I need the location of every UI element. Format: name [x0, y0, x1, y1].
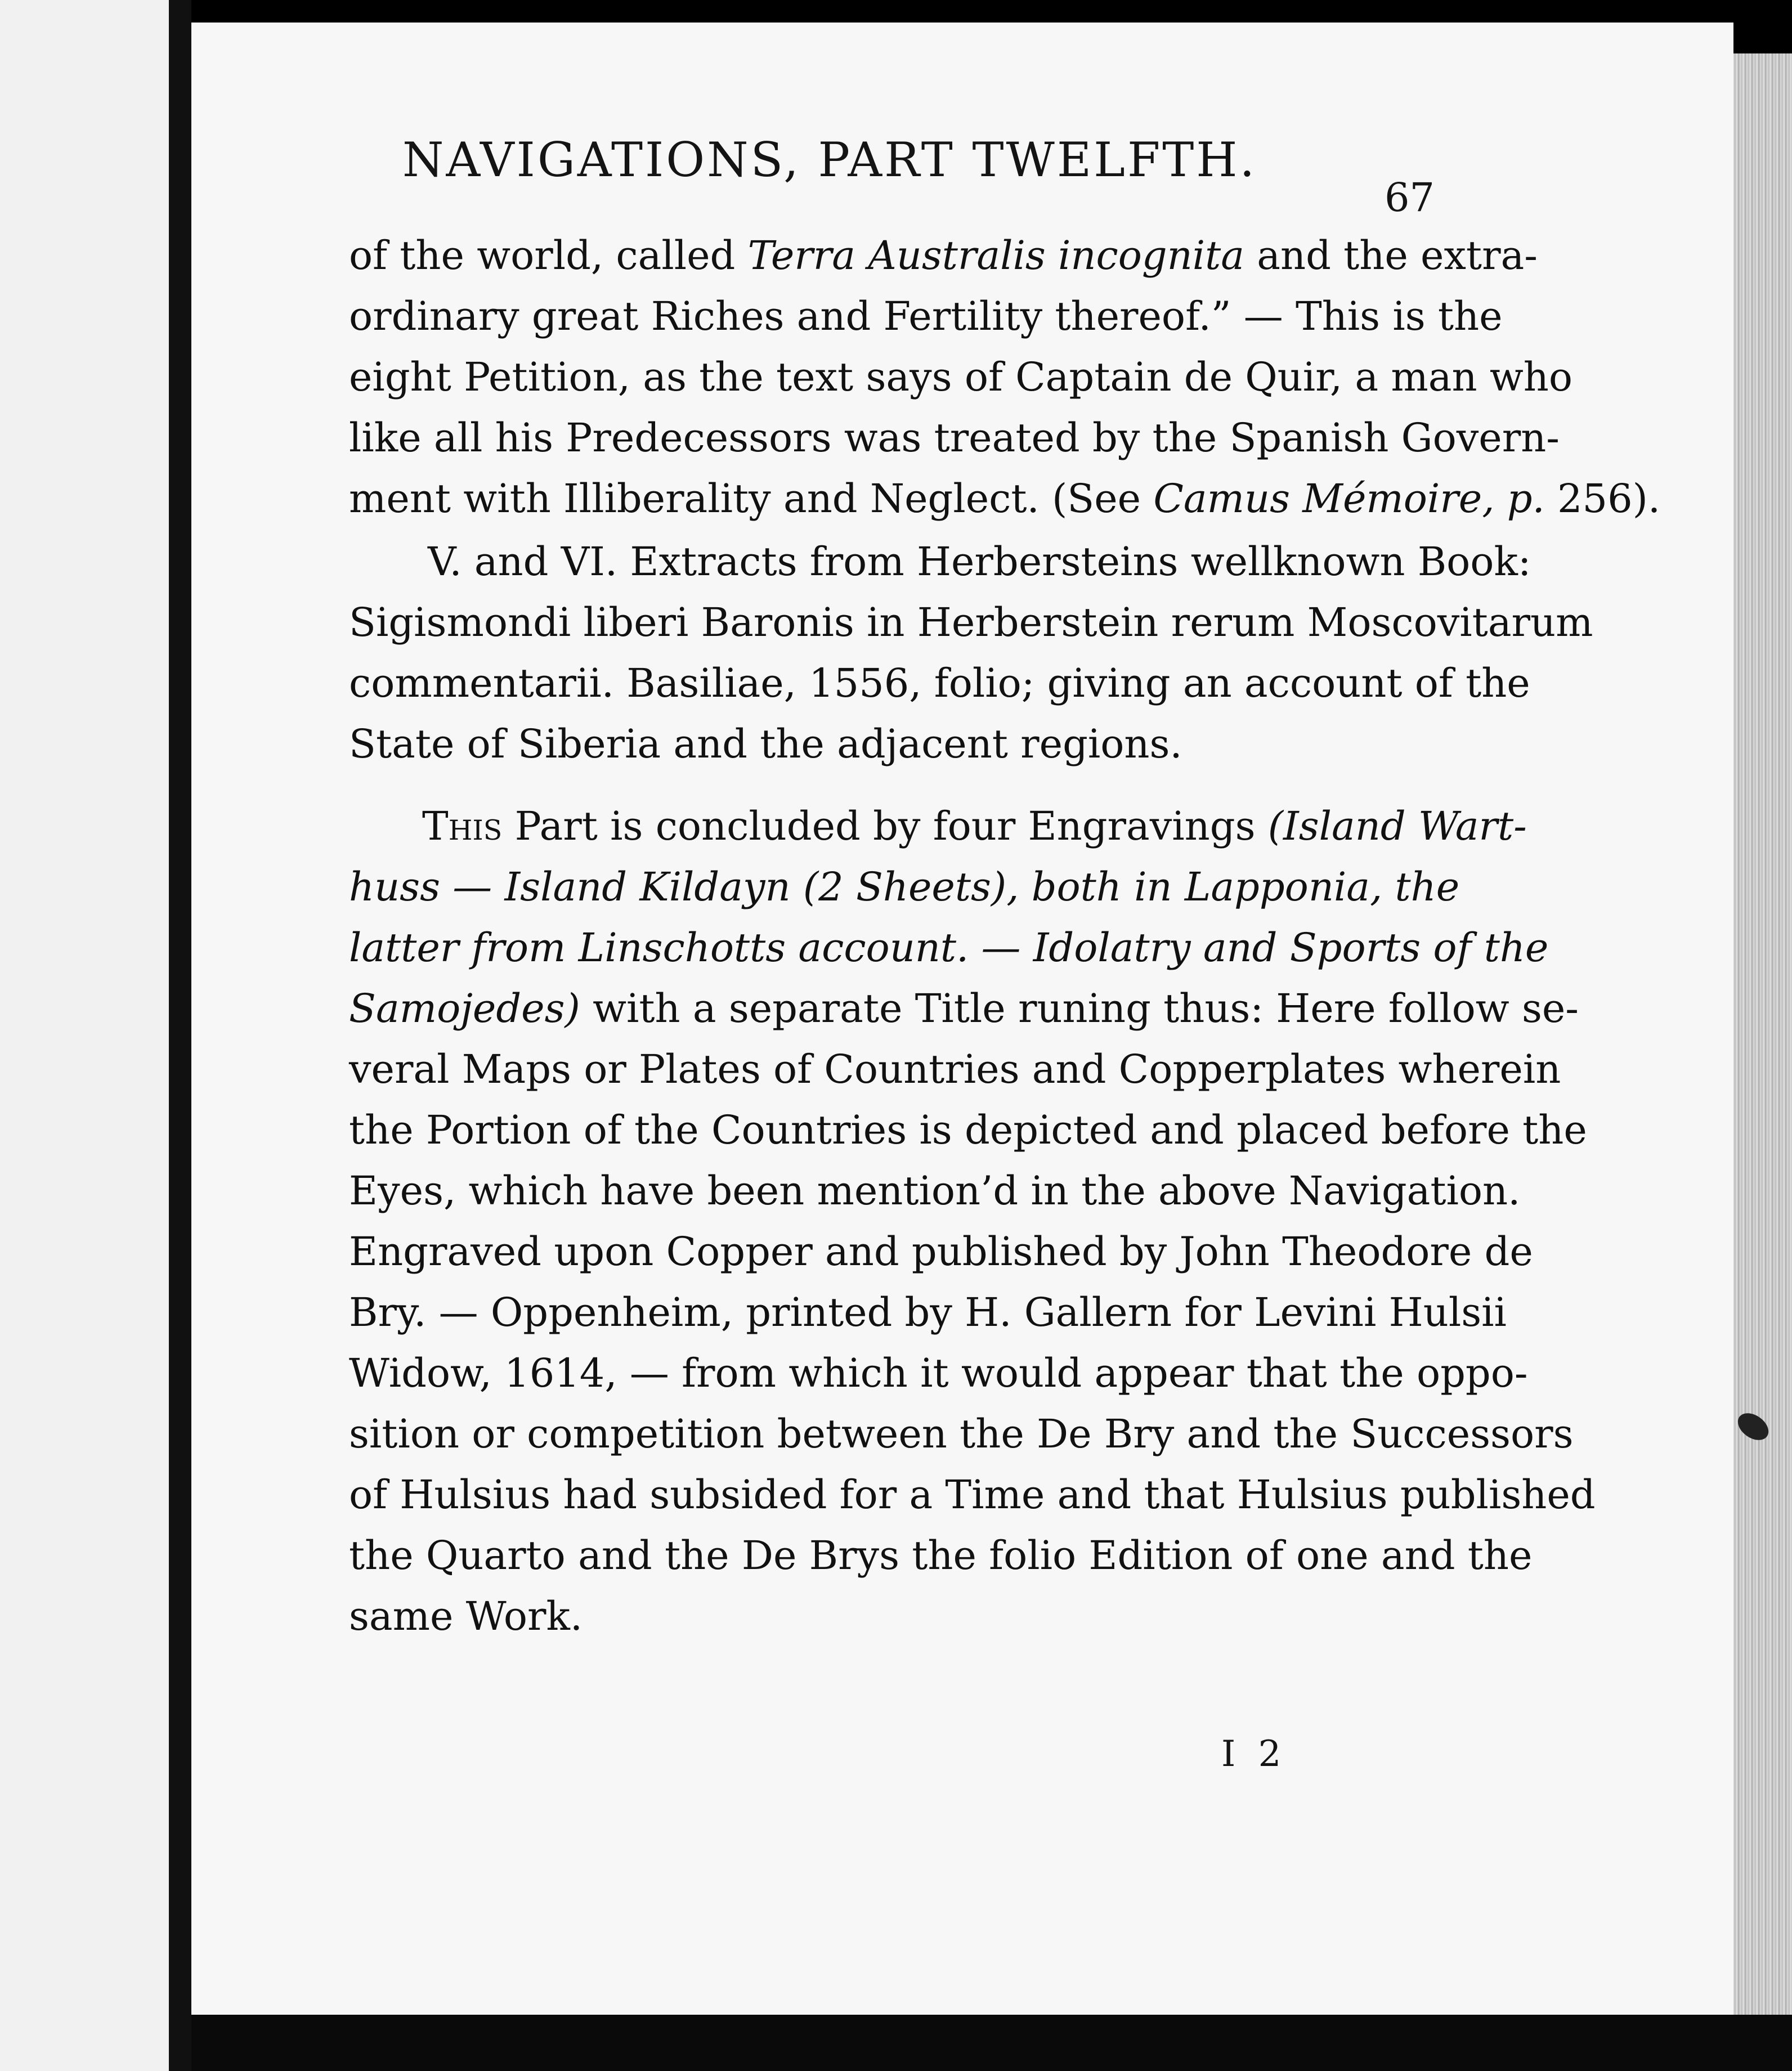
text-line: V. and VI. Extracts from Herbersteins wellknown Book: — [428, 539, 1531, 585]
text-line: of Hulsius had subsided for a Time and that Hulsius published — [349, 1472, 1596, 1518]
text-line: This Part is concluded by four Engravings (Island Wart- — [422, 803, 1527, 849]
text-line: ordinary great Riches and Fertility thereof.” — This is the — [349, 293, 1503, 339]
text-line: same Work. — [349, 1593, 583, 1639]
text-line: Eyes, which have been mention’d in the above Navigation. — [349, 1168, 1521, 1214]
page-number: 67 — [1385, 174, 1435, 221]
paragraph-3 — [349, 796, 1596, 1647]
text-line: like all his Predecessors was treated by the Spanish Govern- — [349, 415, 1560, 461]
bottom-shadow — [191, 2015, 1792, 2071]
text-line: Engraved upon Copper and published by John Theodore de — [349, 1229, 1533, 1275]
book-gutter — [169, 0, 191, 2071]
text-line: the Quarto and the De Brys the folio Edition of one and the — [349, 1532, 1533, 1579]
text-line: State of Siberia and the adjacent regions. — [349, 721, 1182, 767]
text-line: ment with Illiberality and Neglect. (See Camus Mémoire, p. 256). — [349, 476, 1661, 522]
text-line: commentarii. Basiliae, 1556, folio; giving an account of the — [349, 660, 1530, 706]
running-head: NAVIGATIONS, PART TWELFTH. — [402, 132, 1257, 187]
text-line: eight Petition, as the text says of Captain de Quir, a man who — [349, 354, 1573, 400]
page-stack-edge — [1733, 53, 1792, 2023]
paragraph-2 — [349, 531, 1593, 774]
text-line: Bry. — Oppenheim, printed by H. Gallern for Levini Hulsii — [349, 1289, 1507, 1335]
text-line: of the world, called Terra Australis incognita and the extra- — [349, 232, 1538, 279]
text-line: Sigismondi liberi Baronis in Herberstein rerum Moscovitarum — [349, 599, 1593, 645]
text-line: veral Maps or Plates of Countries and Copperplates wherein — [349, 1046, 1561, 1092]
text-line: the Portion of the Countries is depicted and placed before the — [349, 1107, 1587, 1153]
text-line: Samojedes) with a separate Title runing thus: Here follow se- — [349, 985, 1579, 1032]
text-line: Widow, 1614, — from which it would appear that the oppo- — [349, 1350, 1528, 1396]
text-line: huss — Island Kildayn (2 Sheets), both in Lapponia, the — [349, 864, 1460, 910]
text-line: sition or competition between the De Bry and the Successors — [349, 1411, 1574, 1457]
text-line: latter from Linschotts account. — Idolatry and Sports of the — [349, 925, 1549, 971]
facing-page-edge — [0, 0, 169, 2071]
paragraph-1 — [349, 225, 1661, 529]
body-text — [349, 225, 1661, 1647]
signature-mark: I 2 — [1221, 1733, 1287, 1775]
